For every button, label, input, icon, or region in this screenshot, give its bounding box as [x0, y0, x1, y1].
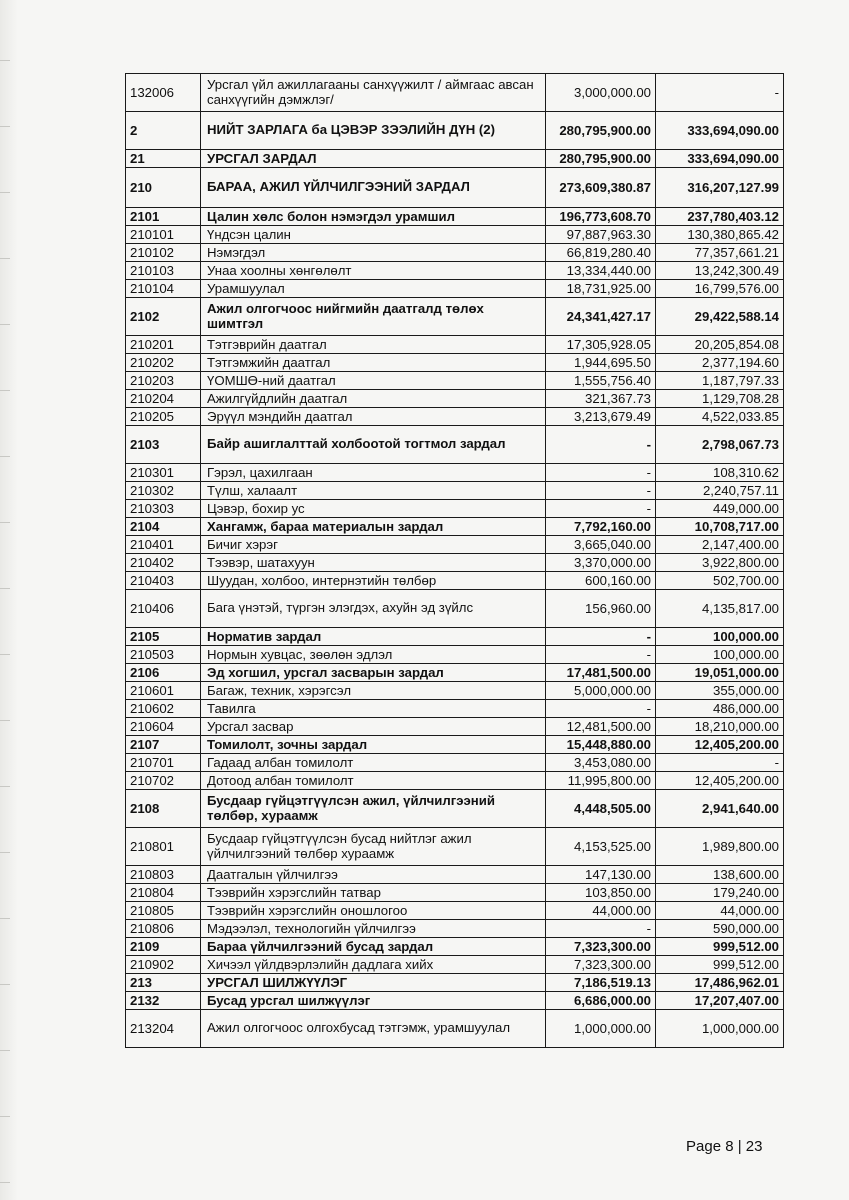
account-name-cell: Цэвэр, бохир ус [201, 500, 546, 518]
amount-curr-cell: 12,405,200.00 [656, 736, 784, 754]
account-name-cell: Нормын хувцас, зөөлөн эдлэл [201, 646, 546, 664]
amount-prev-cell: 1,944,695.50 [546, 354, 656, 372]
amount-curr-cell: 316,207,127.99 [656, 168, 784, 208]
amount-curr-cell: 999,512.00 [656, 938, 784, 956]
account-code-cell: 2104 [126, 518, 201, 536]
amount-curr-cell: - [656, 754, 784, 772]
table-row [126, 554, 784, 572]
amount-curr-cell: 77,357,661.21 [656, 244, 784, 262]
account-code-cell: 210103 [126, 262, 201, 280]
account-name-cell: Байр ашиглалттай холбоотой тогтмол зардал [201, 426, 546, 464]
account-name-cell: Хичээл үйлдвэрлэлийн дадлага хийх [201, 956, 546, 974]
amount-prev-cell: - [546, 500, 656, 518]
account-code-cell: 210204 [126, 390, 201, 408]
account-name-cell: Эрүүл мэндийн даатгал [201, 408, 546, 426]
table-row [126, 336, 784, 354]
table-row [126, 590, 784, 628]
table-row [126, 790, 784, 828]
account-code-cell: 210205 [126, 408, 201, 426]
edge-mark [0, 390, 10, 391]
amount-prev-cell: - [546, 920, 656, 938]
amount-curr-cell: 1,989,800.00 [656, 828, 784, 866]
amount-prev-cell: 15,448,880.00 [546, 736, 656, 754]
table-row [126, 992, 784, 1010]
account-code-cell: 210203 [126, 372, 201, 390]
table-row [126, 518, 784, 536]
table-row [126, 168, 784, 208]
account-name-cell: Бага үнэтэй, түргэн элэгдэх, ахуйн эд зүйлс [201, 590, 546, 628]
table-row [126, 244, 784, 262]
edge-mark [0, 654, 10, 655]
account-code-cell: 2 [126, 112, 201, 150]
edge-mark [0, 522, 10, 523]
account-name-cell: Эд хогшил, урсгал засварын зардал [201, 664, 546, 682]
amount-prev-cell: 18,731,925.00 [546, 280, 656, 298]
amount-curr-cell: 590,000.00 [656, 920, 784, 938]
amount-prev-cell: 3,213,679.49 [546, 408, 656, 426]
account-code-cell: 210101 [126, 226, 201, 244]
amount-curr-cell: 999,512.00 [656, 956, 784, 974]
account-code-cell: 2109 [126, 938, 201, 956]
table-row [126, 1010, 784, 1048]
account-code-cell: 213204 [126, 1010, 201, 1048]
account-code-cell: 210701 [126, 754, 201, 772]
account-code-cell: 132006 [126, 74, 201, 112]
amount-prev-cell: 5,000,000.00 [546, 682, 656, 700]
table-row [126, 902, 784, 920]
budget-table [125, 73, 784, 1048]
edge-mark [0, 1116, 10, 1117]
account-name-cell: Урсгал засвар [201, 718, 546, 736]
amount-curr-cell: 2,941,640.00 [656, 790, 784, 828]
amount-prev-cell: 273,609,380.87 [546, 168, 656, 208]
table-row [126, 354, 784, 372]
table-row [126, 884, 784, 902]
edge-mark [0, 918, 10, 919]
table-row [126, 262, 784, 280]
account-name-cell: Бусдаар гүйцэтгүүлсэн ажил, үйлчилгээний төлбөр, хураамж [201, 790, 546, 828]
account-name-cell: УРСГАЛ ШИЛЖҮҮЛЭГ [201, 974, 546, 992]
amount-curr-cell: 19,051,000.00 [656, 664, 784, 682]
account-name-cell: Норматив зардал [201, 628, 546, 646]
amount-prev-cell: 7,323,300.00 [546, 956, 656, 974]
table-row [126, 74, 784, 112]
amount-curr-cell: 100,000.00 [656, 628, 784, 646]
table-row [126, 226, 784, 244]
account-name-cell: Цалин хөлс болон нэмэгдэл урамшил [201, 208, 546, 226]
amount-prev-cell: 7,323,300.00 [546, 938, 656, 956]
account-name-cell: Тавилга [201, 700, 546, 718]
edge-mark [0, 1050, 10, 1051]
amount-curr-cell: 1,187,797.33 [656, 372, 784, 390]
account-code-cell: 210806 [126, 920, 201, 938]
amount-curr-cell: 17,207,407.00 [656, 992, 784, 1010]
account-code-cell: 2102 [126, 298, 201, 336]
table-row [126, 572, 784, 590]
amount-curr-cell: 2,240,757.11 [656, 482, 784, 500]
edge-mark [0, 126, 10, 127]
amount-curr-cell: 17,486,962.01 [656, 974, 784, 992]
amount-prev-cell: 97,887,963.30 [546, 226, 656, 244]
amount-prev-cell: 17,305,928.05 [546, 336, 656, 354]
account-code-cell: 210702 [126, 772, 201, 790]
amount-prev-cell: 196,773,608.70 [546, 208, 656, 226]
table-row [126, 372, 784, 390]
table-row [126, 500, 784, 518]
amount-prev-cell: 3,000,000.00 [546, 74, 656, 112]
account-code-cell: 210604 [126, 718, 201, 736]
account-code-cell: 210201 [126, 336, 201, 354]
amount-prev-cell: - [546, 426, 656, 464]
table-row [126, 772, 784, 790]
table-row [126, 280, 784, 298]
amount-prev-cell: 321,367.73 [546, 390, 656, 408]
amount-curr-cell: 10,708,717.00 [656, 518, 784, 536]
account-code-cell: 210601 [126, 682, 201, 700]
amount-curr-cell: 1,000,000.00 [656, 1010, 784, 1048]
amount-prev-cell: 1,000,000.00 [546, 1010, 656, 1048]
amount-curr-cell: 2,798,067.73 [656, 426, 784, 464]
account-code-cell: 210902 [126, 956, 201, 974]
amount-curr-cell: 2,377,194.60 [656, 354, 784, 372]
account-name-cell: Даатгалын үйлчилгээ [201, 866, 546, 884]
account-name-cell: Хангамж, бараа материалын зардал [201, 518, 546, 536]
account-name-cell: Үндсэн цалин [201, 226, 546, 244]
account-code-cell: 210503 [126, 646, 201, 664]
table-row [126, 736, 784, 754]
edge-mark [0, 852, 10, 853]
table-row [126, 208, 784, 226]
amount-prev-cell: 3,370,000.00 [546, 554, 656, 572]
account-code-cell: 213 [126, 974, 201, 992]
account-name-cell: УРСГАЛ ЗАРДАЛ [201, 150, 546, 168]
account-code-cell: 210401 [126, 536, 201, 554]
amount-prev-cell: 13,334,440.00 [546, 262, 656, 280]
amount-prev-cell: 147,130.00 [546, 866, 656, 884]
amount-prev-cell: 156,960.00 [546, 590, 656, 628]
account-code-cell: 210406 [126, 590, 201, 628]
account-name-cell: Бараа үйлчилгээний бусад зардал [201, 938, 546, 956]
amount-prev-cell: 3,665,040.00 [546, 536, 656, 554]
account-code-cell: 210303 [126, 500, 201, 518]
table-row [126, 482, 784, 500]
account-name-cell: Унаа хоолны хөнгөлөлт [201, 262, 546, 280]
edge-mark [0, 258, 10, 259]
table-row [126, 974, 784, 992]
account-name-cell: Тээврийн хэрэгслийн татвар [201, 884, 546, 902]
amount-curr-cell: 237,780,403.12 [656, 208, 784, 226]
amount-prev-cell: 3,453,080.00 [546, 754, 656, 772]
table-row [126, 920, 784, 938]
amount-curr-cell: 130,380,865.42 [656, 226, 784, 244]
account-code-cell: 210202 [126, 354, 201, 372]
account-code-cell: 2103 [126, 426, 201, 464]
amount-curr-cell: 29,422,588.14 [656, 298, 784, 336]
account-name-cell: НИЙТ ЗАРЛАГА ба ЦЭВЭР ЗЭЭЛИЙН ДҮН (2) [201, 112, 546, 150]
account-name-cell: Ажил олгогчоос олгохбусад тэтгэмж, урамшуулал [201, 1010, 546, 1048]
account-code-cell: 210301 [126, 464, 201, 482]
account-code-cell: 210302 [126, 482, 201, 500]
page-number: Page 8 | 23 [686, 1138, 763, 1155]
account-name-cell: Түлш, халаалт [201, 482, 546, 500]
account-code-cell: 2132 [126, 992, 201, 1010]
edge-mark [0, 456, 10, 457]
account-name-cell: Урамшуулал [201, 280, 546, 298]
amount-curr-cell: 2,147,400.00 [656, 536, 784, 554]
scan-edge [0, 0, 18, 1200]
amount-prev-cell: - [546, 700, 656, 718]
amount-prev-cell: 4,448,505.00 [546, 790, 656, 828]
table-row [126, 754, 784, 772]
table-row [126, 938, 784, 956]
account-code-cell: 210801 [126, 828, 201, 866]
account-code-cell: 210804 [126, 884, 201, 902]
amount-prev-cell: - [546, 482, 656, 500]
account-code-cell: 2105 [126, 628, 201, 646]
account-code-cell: 210 [126, 168, 201, 208]
account-code-cell: 210102 [126, 244, 201, 262]
account-name-cell: Бусдаар гүйцэтгүүлсэн бусад нийтлэг ажил үйлчилгээний төлбөр хураамж [201, 828, 546, 866]
account-name-cell: Бусад урсгал шилжүүлэг [201, 992, 546, 1010]
amount-prev-cell: 17,481,500.00 [546, 664, 656, 682]
table-row [126, 298, 784, 336]
table-row [126, 408, 784, 426]
amount-prev-cell: 66,819,280.40 [546, 244, 656, 262]
amount-prev-cell: 4,153,525.00 [546, 828, 656, 866]
edge-mark [0, 60, 10, 61]
account-code-cell: 2101 [126, 208, 201, 226]
amount-prev-cell: 280,795,900.00 [546, 112, 656, 150]
account-name-cell: Шуудан, холбоо, интернэтийн төлбөр [201, 572, 546, 590]
account-name-cell: Бичиг хэрэг [201, 536, 546, 554]
amount-prev-cell: 103,850.00 [546, 884, 656, 902]
amount-prev-cell: 1,555,756.40 [546, 372, 656, 390]
amount-prev-cell: 280,795,900.00 [546, 150, 656, 168]
table-row [126, 426, 784, 464]
table-row [126, 536, 784, 554]
account-code-cell: 210602 [126, 700, 201, 718]
table-row [126, 718, 784, 736]
amount-curr-cell: 333,694,090.00 [656, 150, 784, 168]
table-row [126, 828, 784, 866]
amount-curr-cell: 3,922,800.00 [656, 554, 784, 572]
amount-curr-cell: 108,310.62 [656, 464, 784, 482]
edge-mark [0, 192, 10, 193]
table-row [126, 700, 784, 718]
amount-prev-cell: 11,995,800.00 [546, 772, 656, 790]
edge-mark [0, 324, 10, 325]
account-name-cell: Мэдээлэл, технологийн үйлчилгээ [201, 920, 546, 938]
table-row [126, 150, 784, 168]
account-code-cell: 210403 [126, 572, 201, 590]
account-name-cell: Дотоод албан томилолт [201, 772, 546, 790]
table-row [126, 956, 784, 974]
edge-mark [0, 588, 10, 589]
amount-prev-cell: 24,341,427.17 [546, 298, 656, 336]
amount-curr-cell: 44,000.00 [656, 902, 784, 920]
amount-curr-cell: 16,799,576.00 [656, 280, 784, 298]
amount-curr-cell: 333,694,090.00 [656, 112, 784, 150]
amount-curr-cell: 486,000.00 [656, 700, 784, 718]
amount-curr-cell: 1,129,708.28 [656, 390, 784, 408]
account-name-cell: Томилолт, зочны зардал [201, 736, 546, 754]
account-name-cell: Нэмэгдэл [201, 244, 546, 262]
amount-prev-cell: 12,481,500.00 [546, 718, 656, 736]
amount-curr-cell: 20,205,854.08 [656, 336, 784, 354]
account-name-cell: Урсгал үйл ажиллагааны санхүүжилт / аймгаас авсан санхүүгийн дэмжлэг/ [201, 74, 546, 112]
account-code-cell: 2107 [126, 736, 201, 754]
edge-mark [0, 984, 10, 985]
account-name-cell: Тээврийн хэрэгслийн оношлогоо [201, 902, 546, 920]
table-row [126, 664, 784, 682]
account-name-cell: Тээвэр, шатахуун [201, 554, 546, 572]
account-code-cell: 2108 [126, 790, 201, 828]
account-name-cell: Тэтгэврийн даатгал [201, 336, 546, 354]
edge-mark [0, 720, 10, 721]
amount-curr-cell: 355,000.00 [656, 682, 784, 700]
amount-curr-cell: 13,242,300.49 [656, 262, 784, 280]
amount-curr-cell: 4,522,033.85 [656, 408, 784, 426]
amount-curr-cell: 449,000.00 [656, 500, 784, 518]
account-name-cell: Гадаад албан томилолт [201, 754, 546, 772]
amount-prev-cell: 7,792,160.00 [546, 518, 656, 536]
account-name-cell: Тэтгэмжийн даатгал [201, 354, 546, 372]
table-row [126, 390, 784, 408]
table-row [126, 628, 784, 646]
amount-prev-cell: - [546, 464, 656, 482]
amount-curr-cell: 100,000.00 [656, 646, 784, 664]
amount-curr-cell: 18,210,000.00 [656, 718, 784, 736]
edge-mark [0, 786, 10, 787]
amount-curr-cell: 138,600.00 [656, 866, 784, 884]
account-name-cell: ҮОМШӨ-ний даатгал [201, 372, 546, 390]
account-name-cell: Ажил олгогчоос нийгмийн даатгалд төлөх шимтгэл [201, 298, 546, 336]
amount-curr-cell: 12,405,200.00 [656, 772, 784, 790]
account-code-cell: 210104 [126, 280, 201, 298]
amount-prev-cell: - [546, 628, 656, 646]
amount-curr-cell: 4,135,817.00 [656, 590, 784, 628]
account-name-cell: Ажилгүйдлийн даатгал [201, 390, 546, 408]
account-name-cell: БАРАА, АЖИЛ ҮЙЛЧИЛГЭЭНИЙ ЗАРДАЛ [201, 168, 546, 208]
amount-curr-cell: 502,700.00 [656, 572, 784, 590]
account-code-cell: 210402 [126, 554, 201, 572]
account-code-cell: 210803 [126, 866, 201, 884]
amount-prev-cell: - [546, 646, 656, 664]
account-code-cell: 2106 [126, 664, 201, 682]
table-row [126, 464, 784, 482]
amount-prev-cell: 7,186,519.13 [546, 974, 656, 992]
account-code-cell: 210805 [126, 902, 201, 920]
account-code-cell: 21 [126, 150, 201, 168]
account-name-cell: Гэрэл, цахилгаан [201, 464, 546, 482]
amount-curr-cell: - [656, 74, 784, 112]
amount-prev-cell: 44,000.00 [546, 902, 656, 920]
amount-curr-cell: 179,240.00 [656, 884, 784, 902]
table-row [126, 112, 784, 150]
amount-prev-cell: 6,686,000.00 [546, 992, 656, 1010]
table-row [126, 682, 784, 700]
table-row [126, 646, 784, 664]
edge-mark [0, 1182, 10, 1183]
table-row [126, 866, 784, 884]
account-name-cell: Багаж, техник, хэрэгсэл [201, 682, 546, 700]
amount-prev-cell: 600,160.00 [546, 572, 656, 590]
